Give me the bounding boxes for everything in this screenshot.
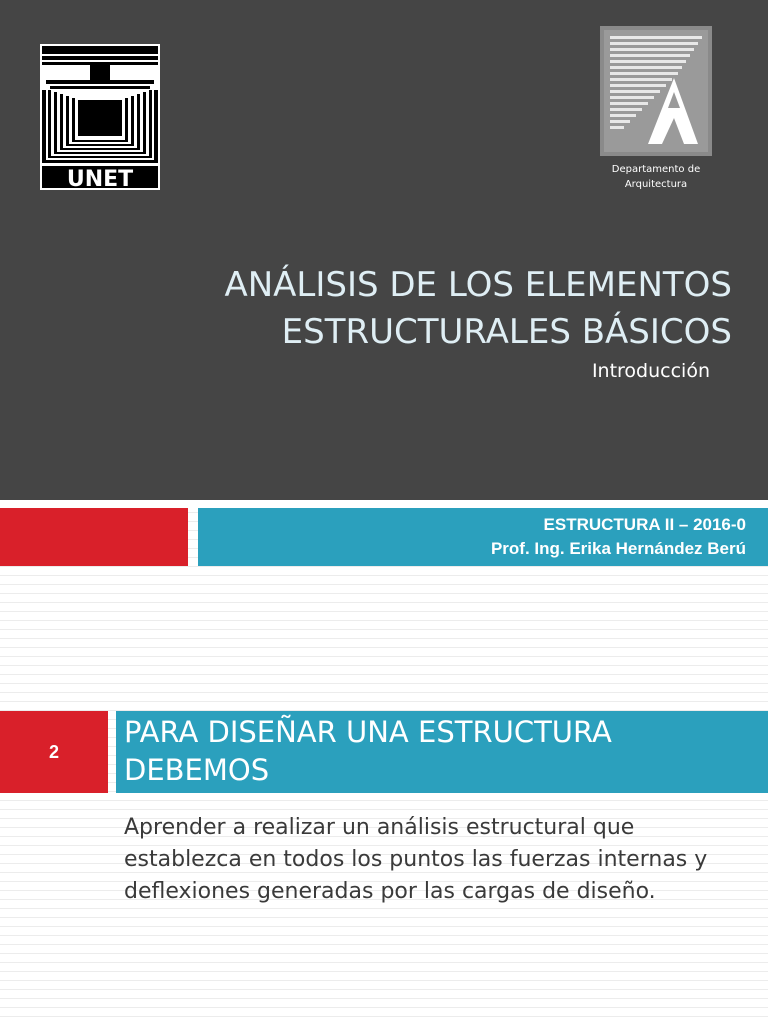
course-info-bar [198, 508, 768, 566]
slide2-title-line: PARA DISEÑAR UNA ESTRUCTURA [124, 715, 612, 749]
slide-number-badge [0, 711, 108, 793]
slide-title-line: ESTRUCTURALES BÁSICOS [281, 312, 732, 352]
slide2-title [116, 711, 768, 793]
divider [0, 500, 768, 508]
slide-subtitle: Introducción [591, 360, 710, 382]
slide2-title-line: DEBEMOS [124, 753, 270, 787]
course-name: ESTRUCTURA II – 2016-0 [543, 515, 746, 534]
slide-title-line: ANÁLISIS DE LOS ELEMENTOS [224, 265, 732, 305]
professor-name: Prof. Ing. Erika Hernández Berú [490, 539, 746, 558]
red-accent-bar [0, 508, 188, 566]
slide2-body-text: Aprender a realizar un análisis estructural que establezca en todos los puntos las fuerzas internas y deflexiones generadas por las cargas de diseño. [124, 815, 708, 904]
department-label-line: Arquitectura [624, 179, 688, 190]
slide-number: 2 [48, 741, 59, 762]
svg-text:UNET: UNET [66, 167, 134, 190]
slide-title [132, 262, 732, 356]
architecture-department-logo-icon [600, 26, 712, 156]
unet-logo-icon [40, 44, 160, 190]
department-label-line: Departamento de [611, 164, 701, 175]
title-slide [0, 0, 768, 500]
department-label [590, 162, 722, 192]
